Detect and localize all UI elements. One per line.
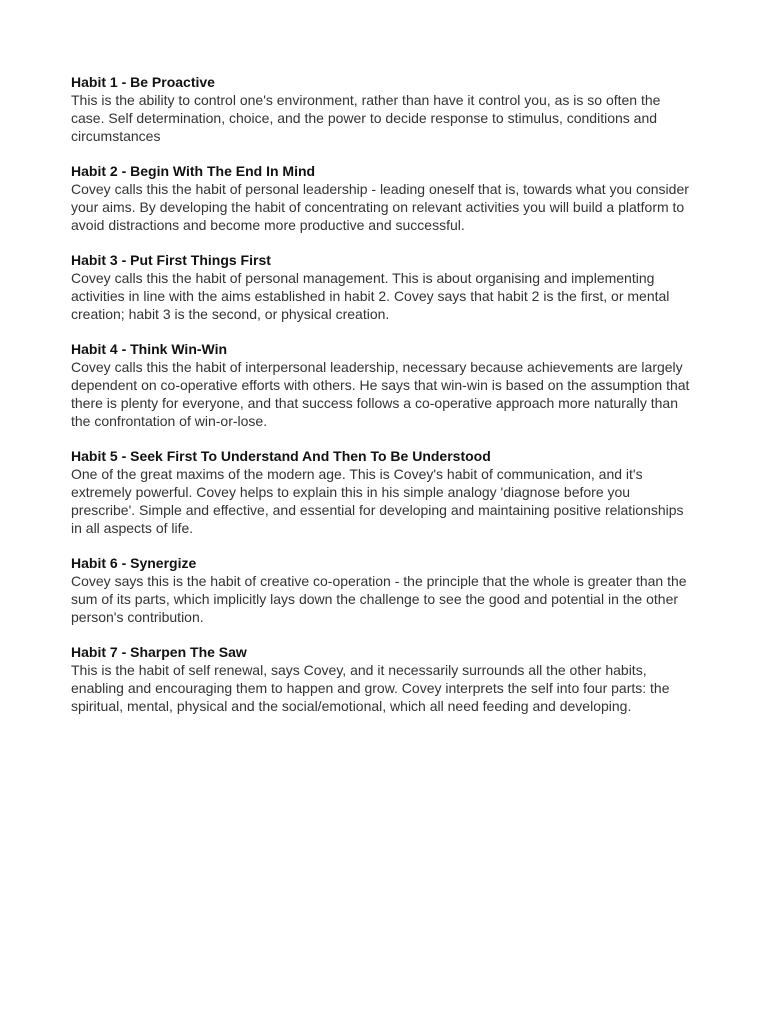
habit-description: Covey says this is the habit of creative co-operation - the principle that the whole is greater than the sum of its parts, which implicitly lays down the challenge to see the good and potential in the other person's contribution. xyxy=(71,573,687,625)
habit-section-3 xyxy=(71,251,697,323)
habit-heading: Habit 5 - Seek First To Understand And Then To Be Understood xyxy=(71,448,491,464)
habit-description: This is the ability to control one's environment, rather than have it control you, as is so often the case. Self determination, choice, and the power to decide response to stimulus, conditions and circumstances xyxy=(71,92,661,144)
habit-heading: Habit 2 - Begin With The End In Mind xyxy=(71,163,316,179)
habit-section-7 xyxy=(71,643,697,715)
habit-description: One of the great maxims of the modern age. This is Covey's habit of communication, and it's extremely powerful. Covey helps to explain this in his simple analogy 'diagnose before you prescribe'. Simple and effective, and essential for developing and maintaining positive relationships in all aspects of life. xyxy=(71,466,684,536)
habit-description: Covey calls this the habit of interpersonal leadership, necessary because achievements are largely dependent on co-operative efforts with others. He says that win-win is based on the assumption that there is plenty for everyone, and that success follows a co-operative approach more naturally than the confrontation of win-or-lose. xyxy=(71,359,690,429)
document-page xyxy=(71,73,697,732)
habit-description: Covey calls this the habit of personal management. This is about organising and implementing activities in line with the aims established in habit 2. Covey says that habit 2 is the first, or mental creation; habit 3 is the second, or physical creation. xyxy=(71,270,670,322)
habit-heading: Habit 4 - Think Win-Win xyxy=(71,341,228,357)
habit-heading: Habit 6 - Synergize xyxy=(71,555,197,571)
habit-description: Covey calls this the habit of personal leadership - leading oneself that is, towards what you consider your aims. By developing the habit of concentrating on relevant activities you will build a platform to avoid distractions and become more productive and successful. xyxy=(71,181,689,233)
habit-section-5 xyxy=(71,447,697,537)
habit-heading: Habit 1 - Be Proactive xyxy=(71,74,215,90)
habit-heading: Habit 7 - Sharpen The Saw xyxy=(71,644,247,660)
habit-section-2 xyxy=(71,162,697,234)
habit-heading: Habit 3 - Put First Things First xyxy=(71,252,271,268)
habit-section-1 xyxy=(71,73,697,145)
habit-section-6 xyxy=(71,554,697,626)
habit-description: This is the habit of self renewal, says Covey, and it necessarily surrounds all the other habits, enabling and encouraging them to happen and grow. Covey interprets the self into four parts: the spiritual, mental, physical and the social/emotional, which all need feeding and developing. xyxy=(71,662,670,714)
habit-section-4 xyxy=(71,340,697,430)
